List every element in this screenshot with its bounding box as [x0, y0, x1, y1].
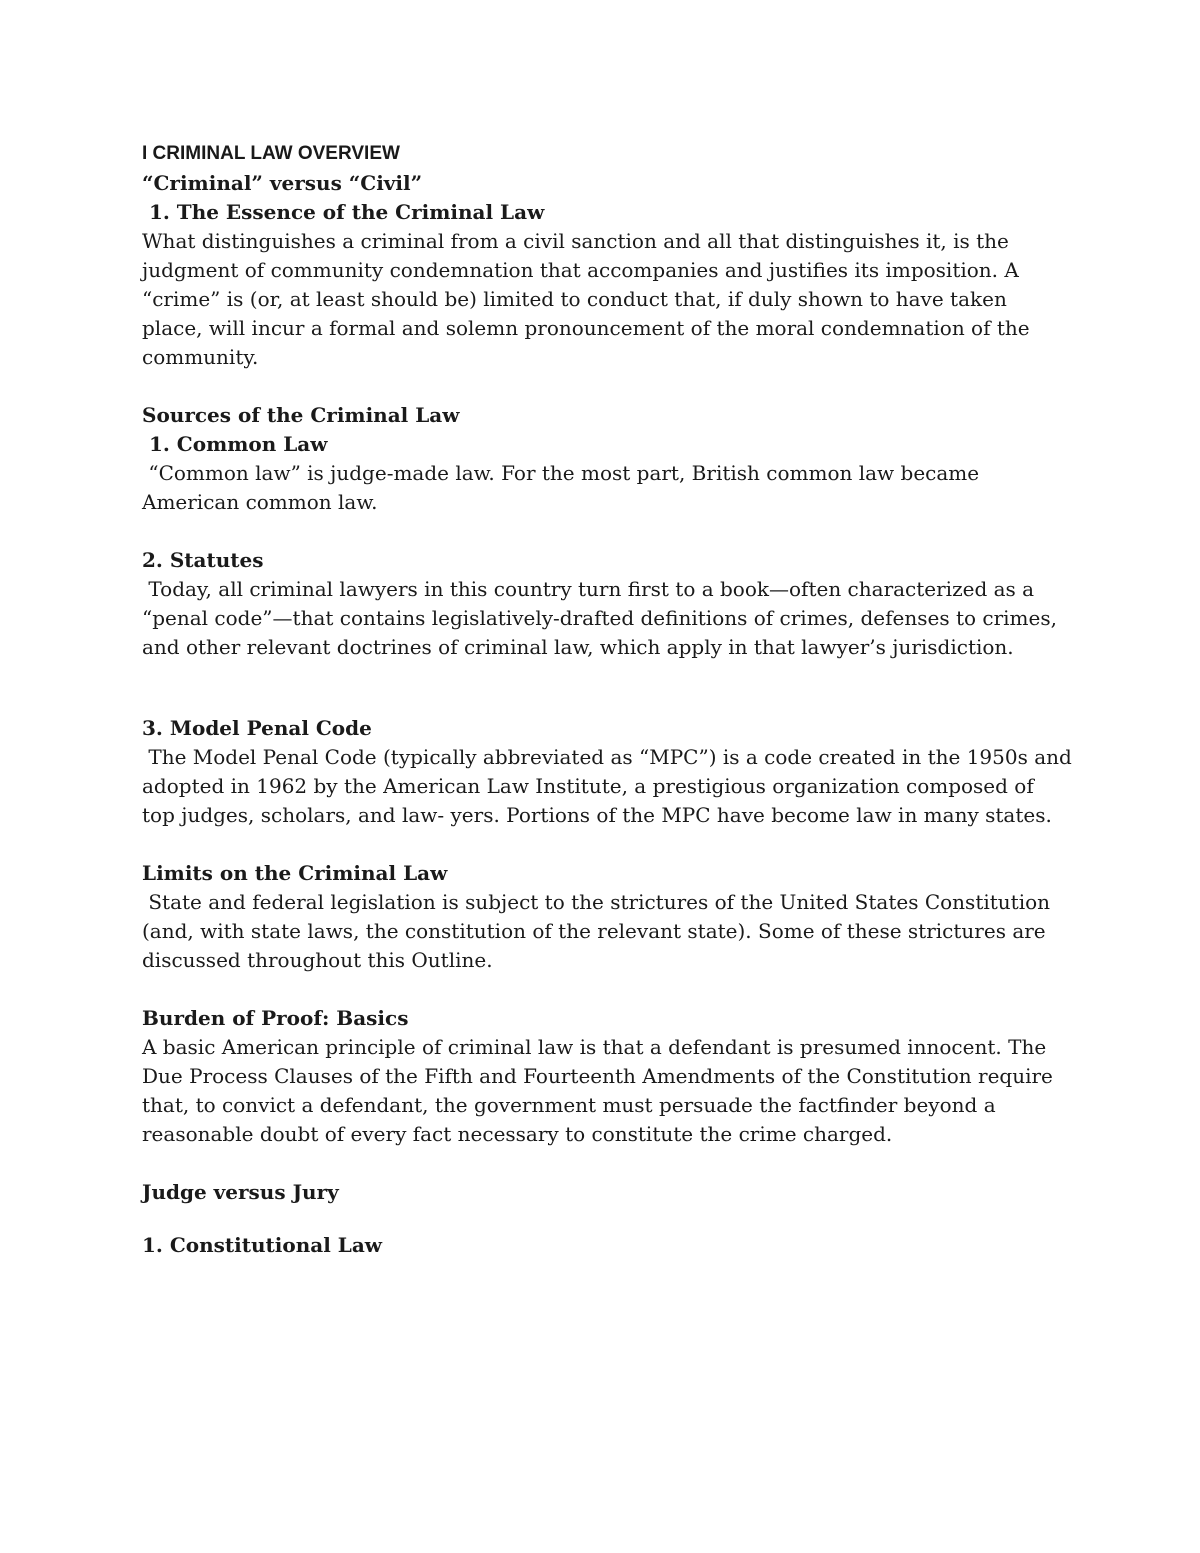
- spacer: [142, 1207, 1072, 1231]
- statutes-heading: 2. Statutes: [142, 548, 264, 572]
- spacer: [142, 830, 1072, 859]
- mpc-paragraph: The Model Penal Code (typically abbreviated as “MPC”) is a code created in the 1950s and adopted in 1962 by the American Law Institute, a prestigious organization composed of top judges, scholars, and law- yers. Portions of the MPC have become law in many states.: [142, 745, 1079, 827]
- judge-jury-heading: Judge versus Jury: [142, 1180, 339, 1204]
- document-page: [142, 138, 1079, 1260]
- spacer: [142, 372, 1072, 401]
- essence-heading: 1. The Essence of the Criminal Law: [142, 200, 545, 224]
- sources-heading: Sources of the Criminal Law: [142, 403, 460, 427]
- criminal-vs-civil-heading: “Criminal” versus “Civil”: [142, 171, 423, 195]
- spacer: [142, 1149, 1072, 1178]
- limits-paragraph: State and federal legislation is subject to the strictures of the United States Constitution (and, with state laws, the constitution of the relevant state). Some of these strictures are discussed throughout this Outline.: [142, 890, 1057, 972]
- spacer: [142, 975, 1072, 1004]
- spacer: [142, 517, 1072, 546]
- document-title: I CRIMINAL LAW OVERVIEW: [142, 143, 400, 164]
- statutes-paragraph: Today, all criminal lawyers in this country turn first to a book—often characterized as a “penal code”—that contains legislatively-drafted definitions of crimes, defenses to crimes, and other relevant doctrines of criminal law, which apply in that lawyer’s jurisdiction.: [142, 577, 1064, 659]
- burden-paragraph: A basic American principle of criminal law is that a defendant is presumed innocent. The Due Process Clauses of the Fifth and Fourteenth Amendments of the Constitution require that, to convict a defendant, the government must persuade the factfinder beyond a reasonable doubt of every fact necessary to constitute the crime charged.: [142, 1035, 1053, 1146]
- limits-heading: Limits on the Criminal Law: [142, 861, 448, 885]
- constitutional-law-heading: 1. Constitutional Law: [142, 1233, 382, 1257]
- essence-paragraph: What distinguishes a criminal from a civil sanction and all that distinguishes it, is the judgment of community condemnation that accompanies and justifies its imposition. A “crime” is (or, at least should be) limited to conduct that, if duly shown to have taken place, will incur a formal and solemn pronouncement of the moral condemnation of the community.: [142, 229, 1030, 369]
- common-law-heading: 1. Common Law: [142, 432, 328, 456]
- mpc-heading: 3. Model Penal Code: [142, 716, 372, 740]
- burden-heading: Burden of Proof: Basics: [142, 1006, 409, 1030]
- spacer: [142, 662, 1072, 714]
- common-law-paragraph: “Common law” is judge-made law. For the most part, British common law became American common law.: [142, 461, 986, 514]
